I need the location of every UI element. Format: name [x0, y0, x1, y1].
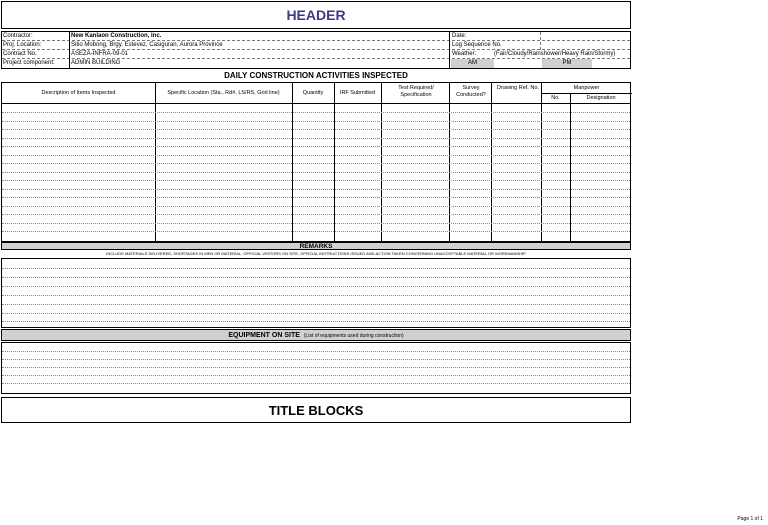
equipment-area: [1, 342, 631, 394]
header-separator: [2, 103, 630, 104]
col-test: Test Required/ Specification: [398, 85, 434, 98]
remarks-note: INCLUDE MATERIALS DELIVERED, SHORTAGES IN MEN OR MATERIAL, OFFICIAL VISITORS ON SITE, OFFICIAL INSTRUCTIONS ISSUED AND ACTION TAKEN CONCERNING UNACCEPTABLE MATERIAL OR WORKMANSHIP: [106, 251, 526, 256]
remarks-title: REMARKS: [1, 242, 631, 250]
info-row-location: [2, 41, 630, 50]
info-divider-date: [540, 32, 541, 50]
contract-label: Contract No.: [3, 51, 37, 57]
contract-value: ASEZA-INFRA-09-01: [71, 51, 129, 57]
col-divider: [155, 83, 156, 241]
grid-line: [2, 189, 630, 190]
grid-line: [2, 359, 630, 360]
grid-line: [2, 163, 630, 164]
grid-line: [2, 129, 630, 130]
grid-line: [2, 172, 630, 173]
grid-line: [2, 206, 630, 207]
grid-line: [2, 304, 630, 305]
info-divider-right: [449, 32, 450, 68]
grid-line: [2, 112, 630, 113]
component-label: Project component:: [3, 60, 55, 66]
header-box: [1, 1, 631, 29]
project-info: [1, 31, 631, 69]
grid-line: [2, 313, 630, 314]
info-divider-left: [69, 32, 70, 68]
info-row-component: [2, 59, 630, 68]
grid-line: [2, 180, 630, 181]
grid-line: [2, 155, 630, 156]
col-drawing: Drawing Ref. No.: [497, 85, 539, 91]
title-blocks-title: TITLE BLOCKS: [268, 403, 364, 418]
col-manpower-no: No.: [551, 95, 560, 101]
header-title: HEADER: [286, 7, 346, 23]
log-sequence-label: Log Sequence No.: [452, 42, 502, 48]
grid-line: [2, 121, 630, 122]
col-divider: [334, 83, 335, 241]
col-divider: [381, 83, 382, 241]
grid-line: [2, 268, 630, 269]
component-value: ADMIN BUILDING: [71, 60, 121, 66]
remarks-area: [1, 258, 631, 328]
grid-line: [2, 351, 630, 352]
title-blocks-box: [1, 397, 631, 423]
grid-line: [2, 146, 630, 147]
weather-label: Weather:: [452, 51, 477, 57]
contractor-value: New Kanlaon Construction, Inc.: [71, 33, 162, 39]
info-row-contractor: [2, 32, 630, 41]
am-cell: AM: [451, 59, 494, 68]
col-description: Description of Items Inspected: [41, 90, 116, 96]
activities-title: DAILY CONSTRUCTION ACTIVITIES INSPECTED: [224, 71, 408, 80]
col-survey: Survey Conducted?: [456, 85, 486, 98]
grid-line: [2, 277, 630, 278]
grid-line: [2, 375, 630, 376]
grid-line: [2, 231, 630, 232]
grid-line: [2, 286, 630, 287]
col-divider: [292, 83, 293, 241]
info-row-contract: [2, 50, 630, 59]
col-manpower: Manpower: [573, 85, 600, 91]
grid-line: [2, 214, 630, 215]
weather-value: (Fair/Cloudy/Rainshower/Heavy Rain/Stormy): [494, 51, 616, 57]
activities-table: [1, 82, 631, 242]
col-manpower-designation: Designation: [586, 95, 616, 101]
col-divider: [541, 83, 542, 241]
grid-line: [2, 138, 630, 139]
col-location: Specific Location (Sta., Rd#, LS/RS, Grid line): [167, 90, 280, 96]
col-divider: [491, 83, 492, 241]
col-divider: [449, 83, 450, 241]
grid-line: [2, 223, 630, 224]
equipment-title-bar: [1, 329, 631, 341]
page-number: Page 1 of 1: [737, 516, 763, 522]
grid-line: [2, 321, 630, 322]
col-quantity: Quantity: [302, 90, 324, 96]
col-irf: IRF Submitted: [339, 90, 376, 96]
location-value: Sitio Mobong, Brgy. Estevez, Casiguran, Aurora Province: [71, 42, 223, 48]
grid-line: [2, 197, 630, 198]
equipment-title: EQUIPMENT ON SITE: [228, 332, 300, 339]
equipment-note: (List of equipments used during construction): [303, 333, 404, 339]
pm-cell: PM: [542, 59, 592, 68]
manpower-divider: [541, 93, 632, 94]
date-label: Date:: [452, 33, 467, 39]
grid-line: [2, 367, 630, 368]
grid-line: [2, 295, 630, 296]
col-divider: [570, 93, 571, 241]
location-label: Proj. Location:: [3, 42, 42, 48]
grid-line: [2, 383, 630, 384]
contractor-label: Contractor:: [3, 33, 33, 39]
